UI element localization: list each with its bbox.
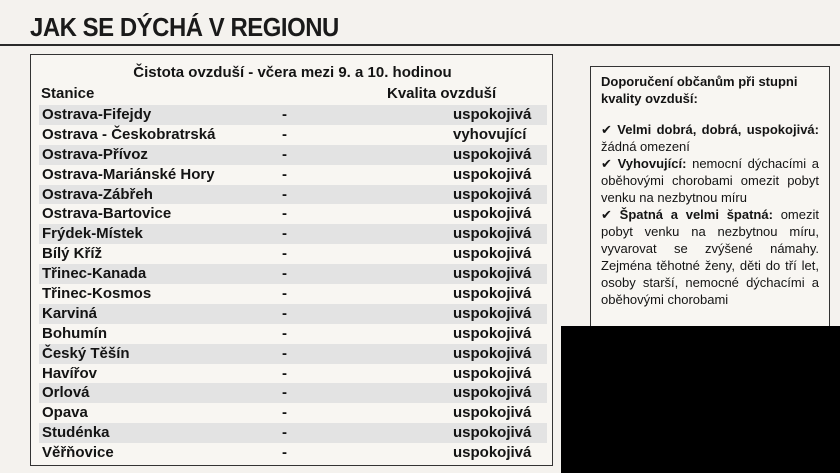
advice-item-good: [601, 121, 819, 155]
dash: -: [282, 165, 287, 183]
quality-value: uspokojivá: [453, 344, 532, 362]
quality-value: uspokojivá: [453, 304, 532, 322]
checkmark-icon: ✔: [601, 207, 612, 222]
dash: -: [282, 384, 287, 402]
station-name: Opava: [42, 404, 88, 422]
table-row: [39, 423, 547, 443]
table-row: [39, 304, 547, 324]
advice-text: žádná omezení: [601, 139, 690, 154]
station-name: Ostrava-Zábřeh: [42, 185, 153, 203]
quality-value: uspokojivá: [453, 106, 532, 123]
dash: -: [282, 404, 287, 422]
advice-box: [590, 66, 830, 330]
station-name: Bohumín: [42, 324, 107, 342]
table-row: [39, 105, 547, 125]
table-rows: [39, 105, 547, 463]
station-name: Frýdek-Místek: [42, 225, 143, 243]
table-row: [39, 324, 547, 344]
quality-value: uspokojivá: [453, 145, 532, 163]
quality-value: uspokojivá: [453, 265, 532, 283]
dash: -: [282, 245, 287, 263]
table-row: [39, 403, 547, 423]
table-row: [39, 224, 547, 244]
advice-label: Špatná a velmi špatná:: [619, 207, 773, 222]
dash: -: [282, 145, 287, 163]
table-row: [39, 125, 547, 145]
advice-text: nemocní dýchacími a oběhovými chorobami omezit pobyt venku na nezbytnou míru: [601, 156, 819, 205]
quality-value: uspokojivá: [453, 205, 532, 223]
station-name: Ostrava-Mariánské Hory: [42, 165, 215, 183]
headline-rule: [0, 44, 840, 46]
table-row: [39, 145, 547, 165]
quality-value: uspokojivá: [453, 444, 532, 462]
table-row: [39, 165, 547, 185]
advice-item-acceptable: [601, 155, 819, 206]
station-name: Ostrava-Fifejdy: [42, 106, 152, 123]
station-name: Ostrava - Českobratrská: [42, 125, 216, 143]
table-row: [39, 264, 547, 284]
station-name: Ostrava-Přívoz: [42, 145, 148, 163]
station-name: Český Těšín: [42, 344, 130, 362]
advice-item-bad: [601, 206, 819, 308]
dash: -: [282, 185, 287, 203]
quality-value: uspokojivá: [453, 424, 532, 442]
dash: -: [282, 344, 287, 362]
table-row: [39, 364, 547, 384]
black-redaction-block: [561, 326, 840, 473]
table-row: [39, 284, 547, 304]
quality-value: uspokojivá: [453, 324, 532, 342]
checkmark-icon: ✔: [601, 156, 612, 171]
dash: -: [282, 324, 287, 342]
table-row: [39, 443, 547, 463]
quality-value: uspokojivá: [453, 285, 532, 303]
quality-value: uspokojivá: [453, 165, 532, 183]
station-name: Orlová: [42, 384, 90, 402]
station-name: Věřňovice: [42, 444, 114, 462]
dash: -: [282, 304, 287, 322]
headline: JAK SE DÝCHÁ V REGIONU: [30, 12, 339, 42]
table-row: [39, 185, 547, 205]
station-name: Třinec-Kanada: [42, 265, 147, 283]
quality-value: uspokojivá: [453, 185, 532, 203]
table-caption: Čistota ovzduší - včera mezi 9. a 10. hodinou: [133, 64, 452, 81]
column-header-quality: Kvalita ovzduší: [387, 85, 497, 102]
dash: -: [282, 285, 287, 303]
station-name: Třinec-Kosmos: [42, 285, 152, 303]
column-header-station: Stanice: [41, 85, 95, 102]
advice-label: Vyhovující:: [617, 156, 687, 171]
table-row: [39, 344, 547, 364]
quality-value: vyhovující: [453, 125, 527, 143]
dash: -: [282, 265, 287, 283]
checkmark-icon: ✔: [601, 122, 612, 137]
dash: -: [282, 106, 287, 123]
dash: -: [282, 444, 287, 462]
station-name: Karviná: [42, 304, 98, 322]
quality-value: uspokojivá: [453, 364, 532, 382]
dash: -: [282, 205, 287, 223]
station-name: Studénka: [42, 424, 110, 442]
table-row: [39, 383, 547, 403]
quality-value: uspokojivá: [453, 245, 532, 263]
dash: -: [282, 225, 287, 243]
dash: -: [282, 125, 287, 143]
dash: -: [282, 424, 287, 442]
dash: -: [282, 364, 287, 382]
quality-value: uspokojivá: [453, 404, 532, 422]
advice-label: Velmi dobrá, dobrá, uspokojivá:: [617, 122, 819, 137]
advice-text: omezit pobyt venku na nezbytnou míru, vyvarovat se zvýšené námahy. Zejména těhotné ženy, děti do tří let, osoby starší, nemocné dýchacími a oběhovými chorobami: [601, 207, 819, 307]
table-row: [39, 244, 547, 264]
station-name: Ostrava-Bartovice: [42, 205, 172, 223]
station-name: Havířov: [42, 364, 98, 382]
table-row: [39, 204, 547, 224]
station-name: Bílý Kříž: [42, 245, 103, 263]
advice-title: Doporučení občanům při stupni kvality ovzduší:: [601, 74, 798, 106]
air-quality-table: [30, 54, 553, 466]
quality-value: uspokojivá: [453, 225, 532, 243]
quality-value: uspokojivá: [453, 384, 532, 402]
